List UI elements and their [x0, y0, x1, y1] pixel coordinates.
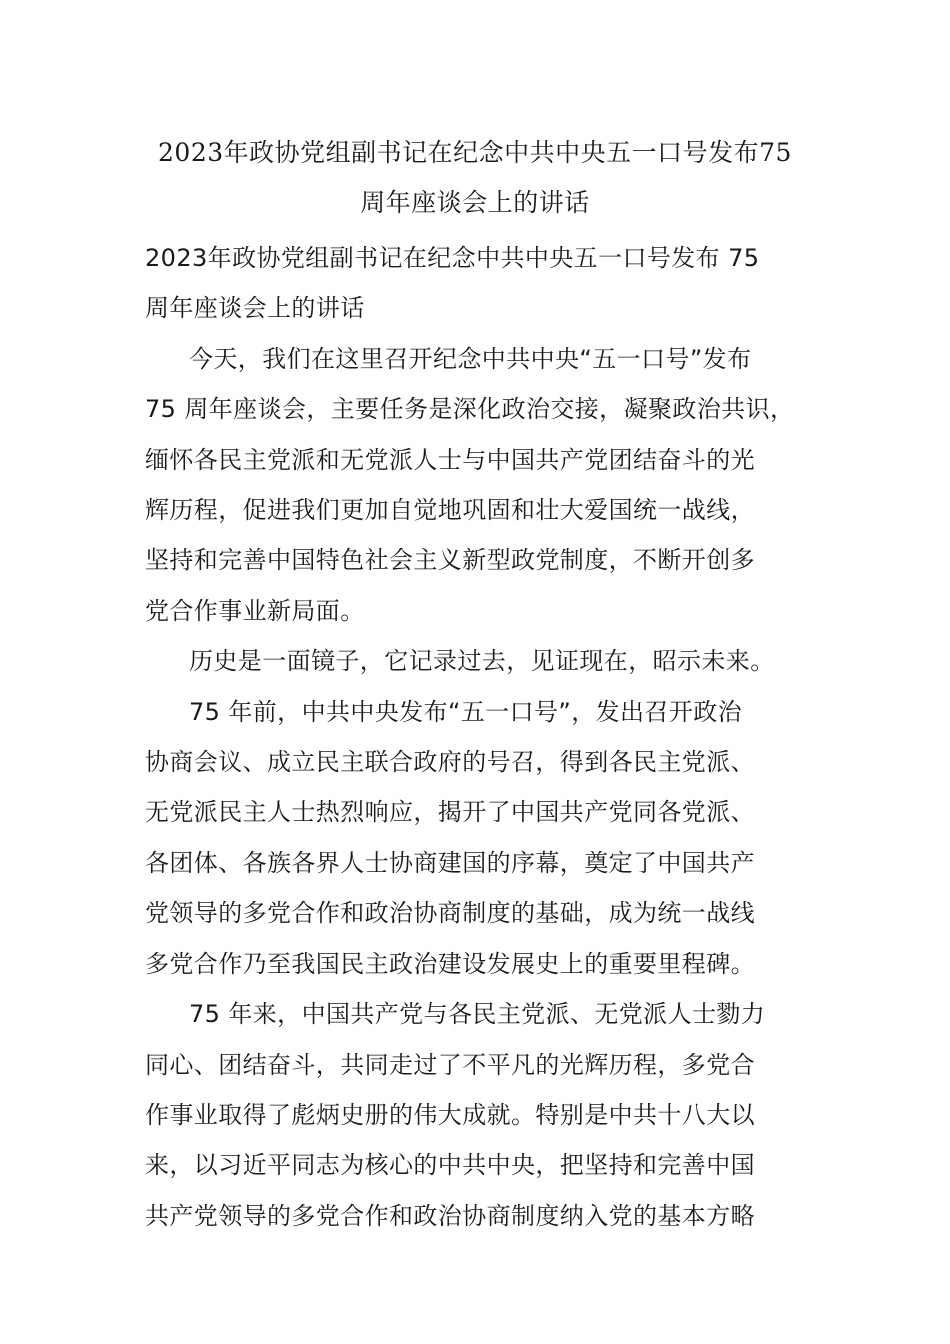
paragraph-line: 75 年前，中共中央发布“五一口号”，发出召开政治 [189, 697, 743, 726]
paragraph-3 [145, 687, 810, 989]
paragraph-line: 各团体、各族各界人士协商建国的序幕，奠定了中国共产 [145, 848, 755, 877]
document-title [145, 128, 805, 228]
document-body [145, 233, 810, 1241]
paragraph-line: 同心、团结奋斗，共同走过了不平凡的光辉历程，多党合 [145, 1050, 755, 1079]
paragraph-line: 来，以习近平同志为核心的中共中央，把坚持和完善中国 [145, 1151, 755, 1180]
paragraph-line: 75 周年座谈会，主要任务是深化政治交接，凝聚政治共识， [145, 395, 795, 424]
paragraph-line: 坚持和完善中国特色社会主义新型政党制度，不断开创多 [145, 546, 755, 575]
paragraph-line: 辉历程，促进我们更加自觉地巩固和壮大爱国统一战线， [145, 496, 755, 525]
paragraph-4 [145, 989, 810, 1241]
paragraph-line: 历史是一面镜子，它记录过去，见证现在，昭示未来。 [189, 647, 775, 676]
paragraph-line: 缅怀各民主党派和无党派人士与中国共产党团结奋斗的光 [145, 445, 755, 474]
paragraph-line: 作事业取得了彪炳史册的伟大成就。特别是中共十八大以 [145, 1100, 755, 1129]
paragraph-line: 协商会议、成立民主联合政府的号召，得到各民主党派、 [145, 748, 755, 777]
title-line: 周年座谈会上的讲话 [360, 188, 590, 217]
paragraph-line: 无党派民主人士热烈响应，揭开了中国共产党同各党派、 [145, 798, 755, 827]
paragraph-line: 75 年来，中国共产党与各民主党派、无党派人士勠力 [189, 1000, 766, 1029]
paragraph-line: 多党合作乃至我国民主政治建设发展史上的重要里程碑。 [145, 949, 755, 978]
subtitle-line: 周年座谈会上的讲话 [145, 294, 365, 323]
paragraph-line: 党合作事业新局面。 [145, 596, 365, 625]
subtitle-line: 2023年政协党组副书记在纪念中共中央五一口号发布 75 [145, 244, 760, 272]
paragraph-1 [145, 334, 810, 636]
title-line: 2023年政协党组副书记在纪念中共中央五一口号发布75 [158, 138, 792, 167]
paragraph-line: 共产党领导的多党合作和政治协商制度纳入党的基本方略 [145, 1201, 755, 1230]
paragraph-line: 党领导的多党合作和政治协商制度的基础，成为统一战线 [145, 899, 755, 928]
paragraph-line: 今天，我们在这里召开纪念中共中央“五一口号”发布 [189, 344, 752, 373]
paragraph-2 [145, 636, 810, 686]
